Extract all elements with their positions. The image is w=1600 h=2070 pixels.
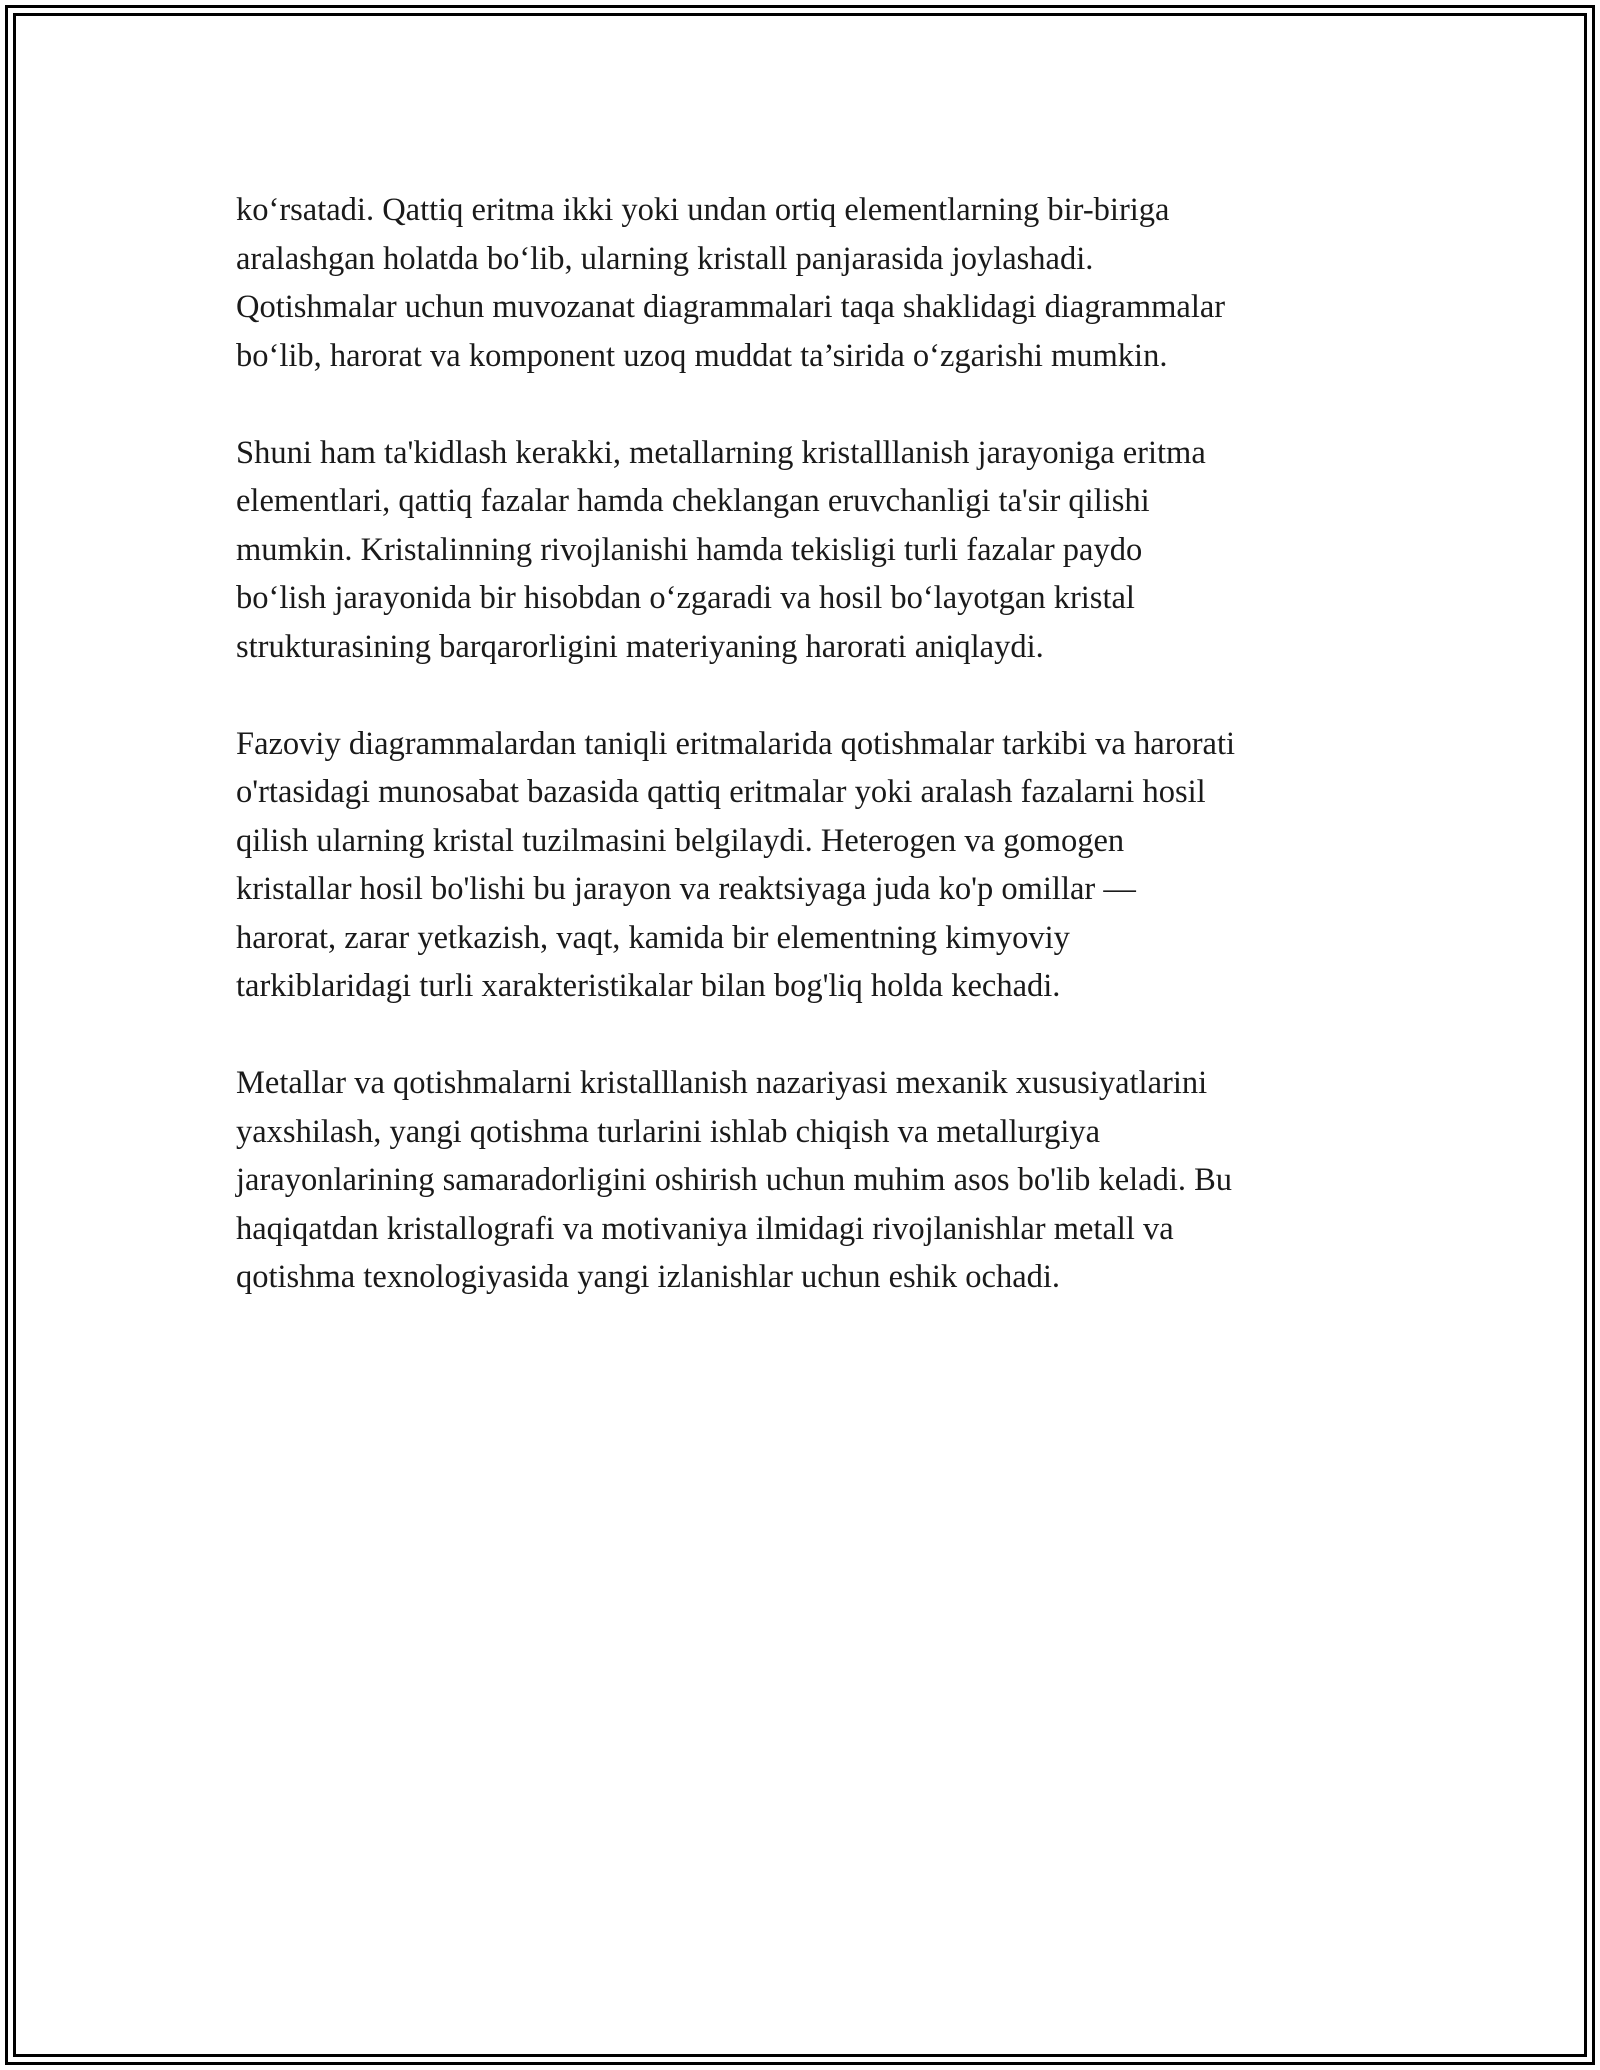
paragraph-1: ko‘rsatadi. Qattiq eritma ikki yoki undan ortiq elementlarning bir-biriga aralashgan holatda bo‘lib, ularning kristall panjarasida joylashadi. Qotishmalar uchun muvozanat diagrammalari taqa shaklidagi diagrammalar bo‘lib, harorat va komponent uzoq muddat ta’sirida o‘zgarishi mumkin. [236, 192, 1226, 374]
document-body [236, 186, 1386, 1350]
paragraph-2: Shuni ham ta'kidlash kerakki, metallarning kristalllanish jarayoniga eritma elementlari, qattiq fazalar hamda cheklangan eruvchanligi ta'sir qilishi mumkin. Kristalinning rivojlanishi hamda tekisligi turli fazalar paydo bo‘lish jarayonida bir hisobdan o‘zgaradi va hosil bo‘layotgan kristal strukturasining barqarorligini materiyaning harorati aniqlaydi. [236, 434, 1206, 665]
paragraph-4: Metallar va qotishmalarni kristalllanish nazariyasi mexanik xususiyatlarini yaxshilash, yangi qotishma turlarini ishlab chiqish va metallurgiya jarayonlarining samaradorligini oshirish uchun muhim asos bo'lib keladi. Bu haqiqatdan kristallografi va motivaniya ilmidagi rivojlanishlar metall va qotishma texnologiyasida yangi izlanishlar uchun eshik ochadi. [236, 1065, 1233, 1295]
paragraph-3: Fazoviy diagrammalardan taniqli eritmalarida qotishmalar tarkibi va harorati o'rtasidagi munosabat bazasida qattiq eritmalar yoki aralash fazalarni hosil qilish ularning kristal tuzilmasini belgilaydi. Heterogen va gomogen kristallar hosil bo'lishi bu jarayon va reaktsiyaga juda ko'p omillar — harorat, zarar yetkazish, vaqt, kamida bir elementning kimyoviy tarkiblaridagi turli xarakteristikalar bilan bog'liq holda kechadi. [236, 725, 1236, 1004]
